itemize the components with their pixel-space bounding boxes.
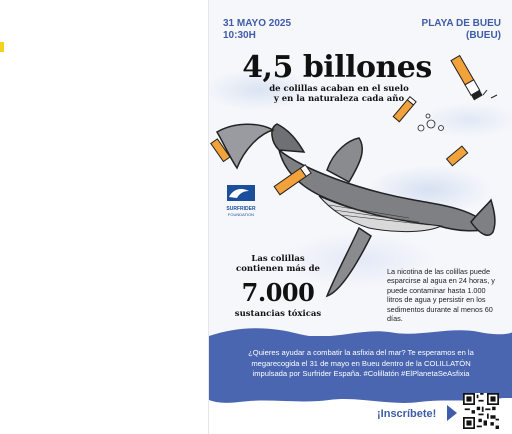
cigarette-falling-1 [451,56,483,101]
cigarette-falling-2 [393,97,416,122]
bubbles [418,114,444,131]
event-date: 31 MAYO 2025 [223,18,292,29]
event-time: 10:30H [223,30,256,41]
fact-line2: contienen más de [236,264,320,274]
logo-sub: FOUNDATION [227,212,255,217]
cta-line2: megarecogida el 31 de mayo en Bueu dentro de la COLILLATÓN [251,358,471,368]
fact-line3: sustancias tóxicas [234,309,322,319]
headline-figure: 4,5 billones [242,50,432,85]
qr-code-icon[interactable] [463,393,499,429]
headline-sub-line2: y en la naturaleza cada año [273,94,405,104]
splash-marks [483,90,497,98]
cta-line1: ¿Quieres ayudar a combatir la asfixia del mar? Te esperamos en la [248,348,474,357]
event-place-town: (BUEU) [466,30,501,41]
nicotine-fact: La nicotina de las colillas puede esparcirse al agua en 24 horas, y puede contaminar hasta 1.000 litros de agua y persistir en los sedimentos durante al menos 60 días. [387,267,495,324]
whale-fin [327,138,362,182]
whale-upper-fluke [217,124,273,168]
event-place: PLAYA DE BUEU [421,18,501,29]
play-arrow-icon[interactable] [447,405,457,421]
whale-lower-flipper [327,228,371,296]
yellow-marker [0,42,4,52]
cta-line3: impulsada por Surfrider España. #Colillatón #ElPlanetaSeAsfixia [252,369,470,379]
cta-text [219,348,503,380]
surfrider-logo [225,185,257,217]
logo-name: SURFRIDER [226,206,256,212]
toxic-substances-fact [223,254,333,319]
whale-head [272,124,304,152]
cigarette-right [447,146,468,166]
headline-sub-line1: de colillas acaban en el suelo [269,84,409,94]
event-poster [208,0,512,434]
surfrider-wave-icon [227,185,255,201]
signup-link[interactable]: ¡Inscríbete! [377,408,437,420]
fact-number: 7.000 [241,278,315,307]
fact-line1: Las colillas [251,254,305,264]
